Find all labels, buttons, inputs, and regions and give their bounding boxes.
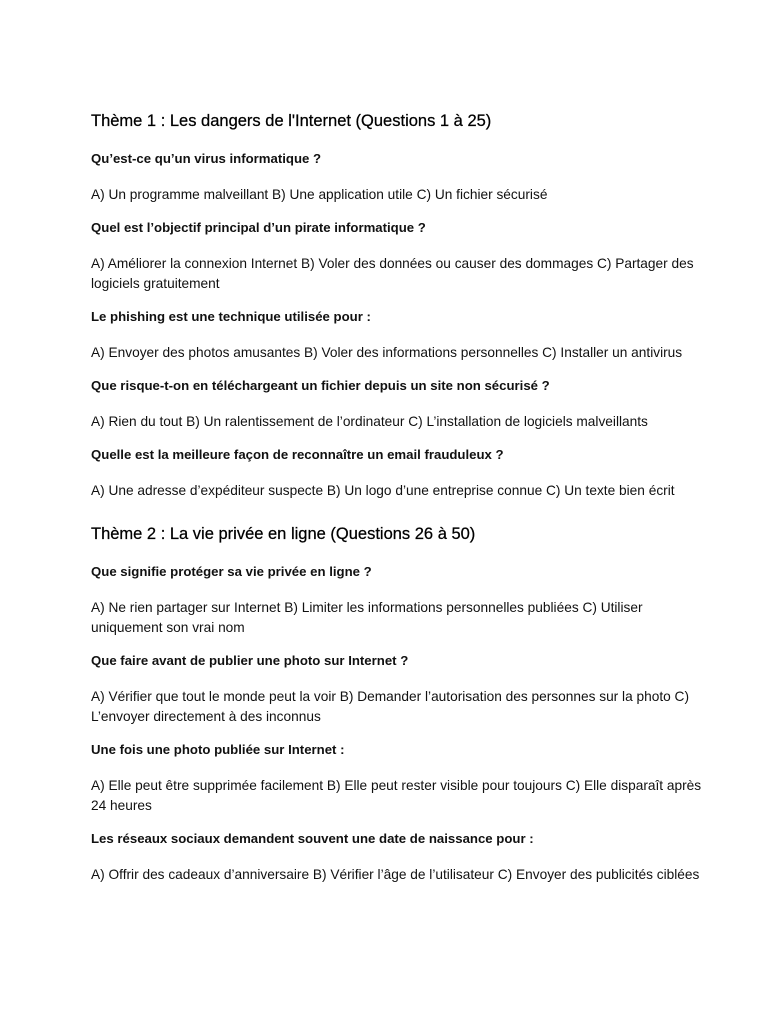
question-text: Les réseaux sociaux demandent souvent une date de naissance pour : [91,831,534,846]
answer-options: A) Ne rien partager sur Internet B) Limiter les informations personnelles publiées C) Utiliser uniquement son vrai nom [91,600,643,635]
question-text: Quelle est la meilleure façon de reconnaître un email frauduleux ? [91,447,504,462]
answer-options: A) Offrir des cadeaux d’anniversaire B) Vérifier l’âge de l’utilisateur C) Envoyer des publicités ciblées [91,867,700,882]
answer-options: A) Une adresse d’expéditeur suspecte B) Un logo d’une entreprise connue C) Un texte bien écrit [91,483,675,498]
answer-options: A) Améliorer la connexion Internet B) Voler des données ou causer des dommages C) Partager des logiciels gratuitement [91,256,694,291]
question-text: Le phishing est une technique utilisée pour : [91,309,371,324]
quiz-item [91,308,708,363]
quiz-item [91,652,708,727]
theme-title: Thème 2 : La vie privée en ligne (Questions 26 à 50) [91,525,476,543]
theme-section-2 [91,523,708,885]
answer-options: A) Envoyer des photos amusantes B) Voler des informations personnelles C) Installer un antivirus [91,345,683,360]
question-text: Que signifie protéger sa vie privée en ligne ? [91,564,372,579]
quiz-item [91,563,708,638]
question-text: Que faire avant de publier une photo sur Internet ? [91,653,409,668]
quiz-item [91,741,708,816]
theme-title: Thème 1 : Les dangers de l'Internet (Questions 1 à 25) [91,112,492,130]
question-text: Quel est l’objectif principal d’un pirate informatique ? [91,220,426,235]
quiz-item [91,377,708,432]
quiz-item [91,150,708,205]
answer-options: A) Elle peut être supprimée facilement B) Elle peut rester visible pour toujours C) Elle disparaît après 24 heures [91,778,702,813]
quiz-item [91,830,708,885]
question-text: Qu’est-ce qu’un virus informatique ? [91,151,322,166]
answer-options: A) Vérifier que tout le monde peut la voir B) Demander l’autorisation des personnes sur la photo C) L’envoyer directement à des inconnus [91,689,689,724]
answer-options: A) Rien du tout B) Un ralentissement de l’ordinateur C) L’installation de logiciels malveillants [91,414,648,429]
theme-section-1 [91,110,708,501]
quiz-item [91,446,708,501]
question-text: Que risque-t-on en téléchargeant un fichier depuis un site non sécurisé ? [91,378,550,393]
question-text: Une fois une photo publiée sur Internet : [91,742,345,757]
answer-options: A) Un programme malveillant B) Une application utile C) Un fichier sécurisé [91,187,548,202]
quiz-item [91,219,708,294]
